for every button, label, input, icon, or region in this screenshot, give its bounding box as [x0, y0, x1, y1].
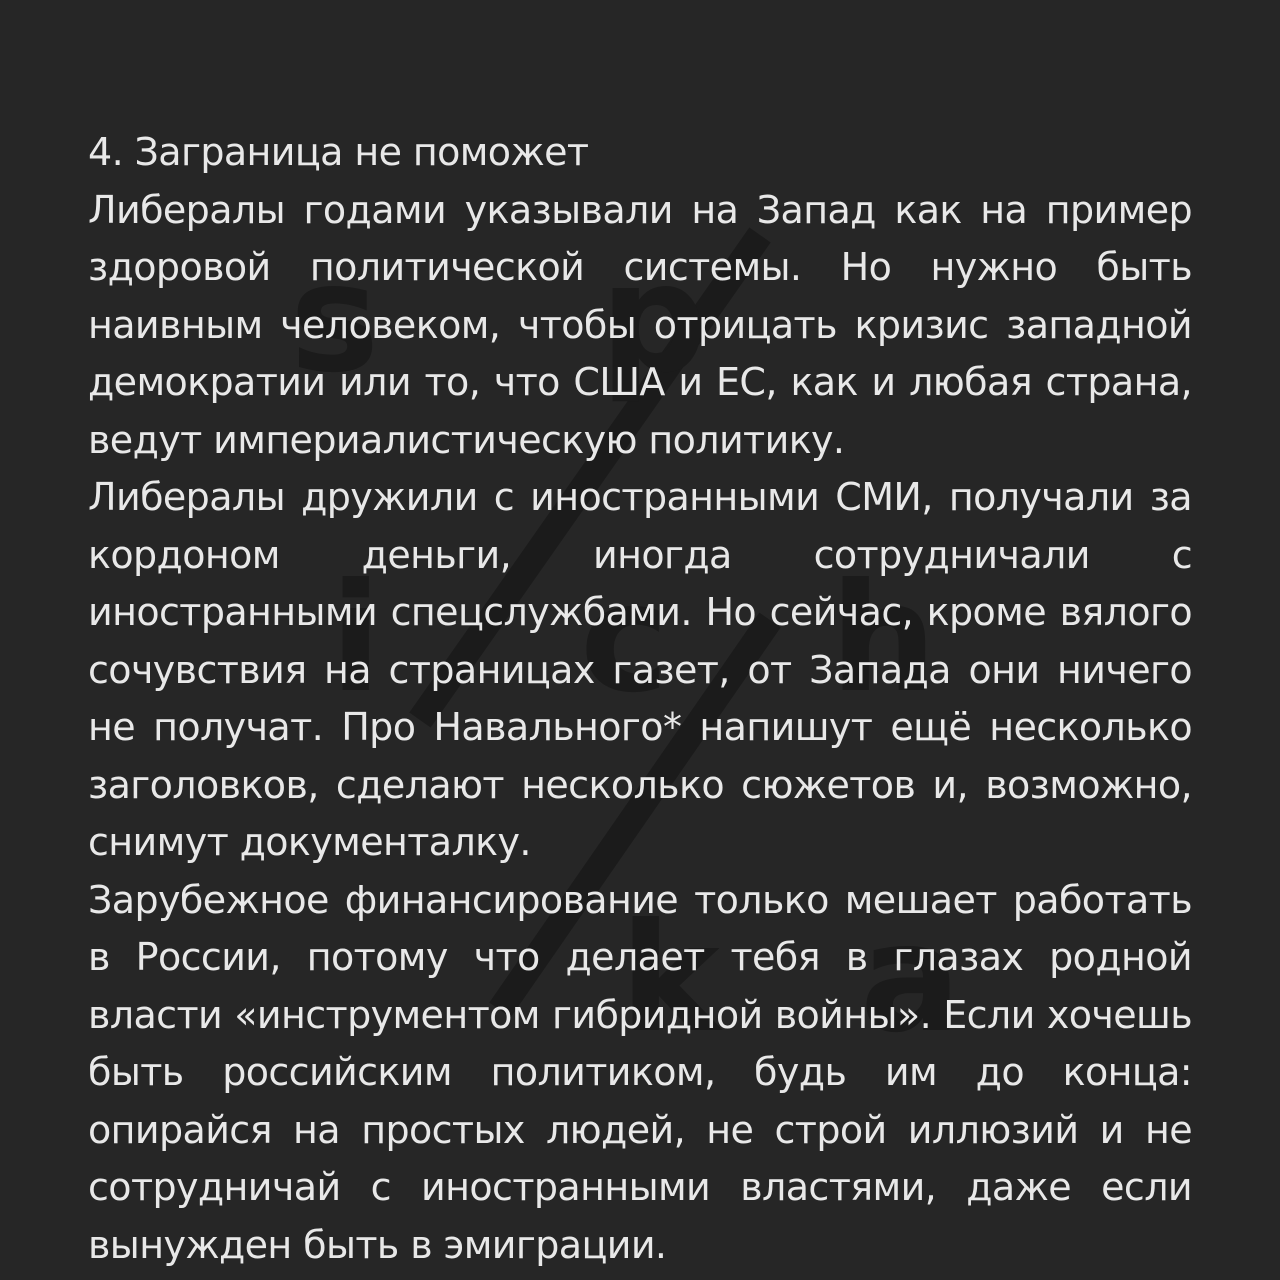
- watermark-letter-k: k: [620, 892, 720, 1066]
- article-body: [88, 124, 1192, 1274]
- watermark-letter-h: h: [830, 552, 937, 726]
- watermark-letter-p: p: [600, 232, 708, 406]
- watermark-letter-s: s: [290, 232, 380, 406]
- article-paragraph-1: Либералы годами указывали на Запад как на пример здоровой политической системы. Но нужно быть наивным человеком, чтобы отрицать кризис западной демократии или то, что США и ЕС, как и любая страна, ведут империалистическую политику.: [88, 187, 1192, 462]
- article-title: 4. Заграница не поможет: [88, 130, 589, 174]
- watermark-letter-i: i: [330, 552, 382, 726]
- watermark-letter-a: a: [860, 892, 962, 1066]
- article-paragraph-3: Зарубежное финансирование только мешает работать в России, потому что делает тебя в глазах родной власти «инструментом гибридной войны». Если хочешь быть российским политиком, будь им до конца: опирайся на простых людей, не строй иллюзий и не сотрудничай с иностранными властями, даже если вынужден быть в эмиграции.: [88, 877, 1192, 1267]
- article-paragraph-2: Либералы дружили с иностранными СМИ, получали за кордоном деньги, иногда сотрудничали с иностранными спецслужбами. Но сейчас, кроме вялого сочувствия на страницах газет, от Запада они ничего не получат. Про Навального* напишут ещё несколько заголовков, сделают несколько сюжетов и, возможно, снимут документалку.: [88, 475, 1192, 864]
- watermark-letter-c: c: [580, 552, 669, 726]
